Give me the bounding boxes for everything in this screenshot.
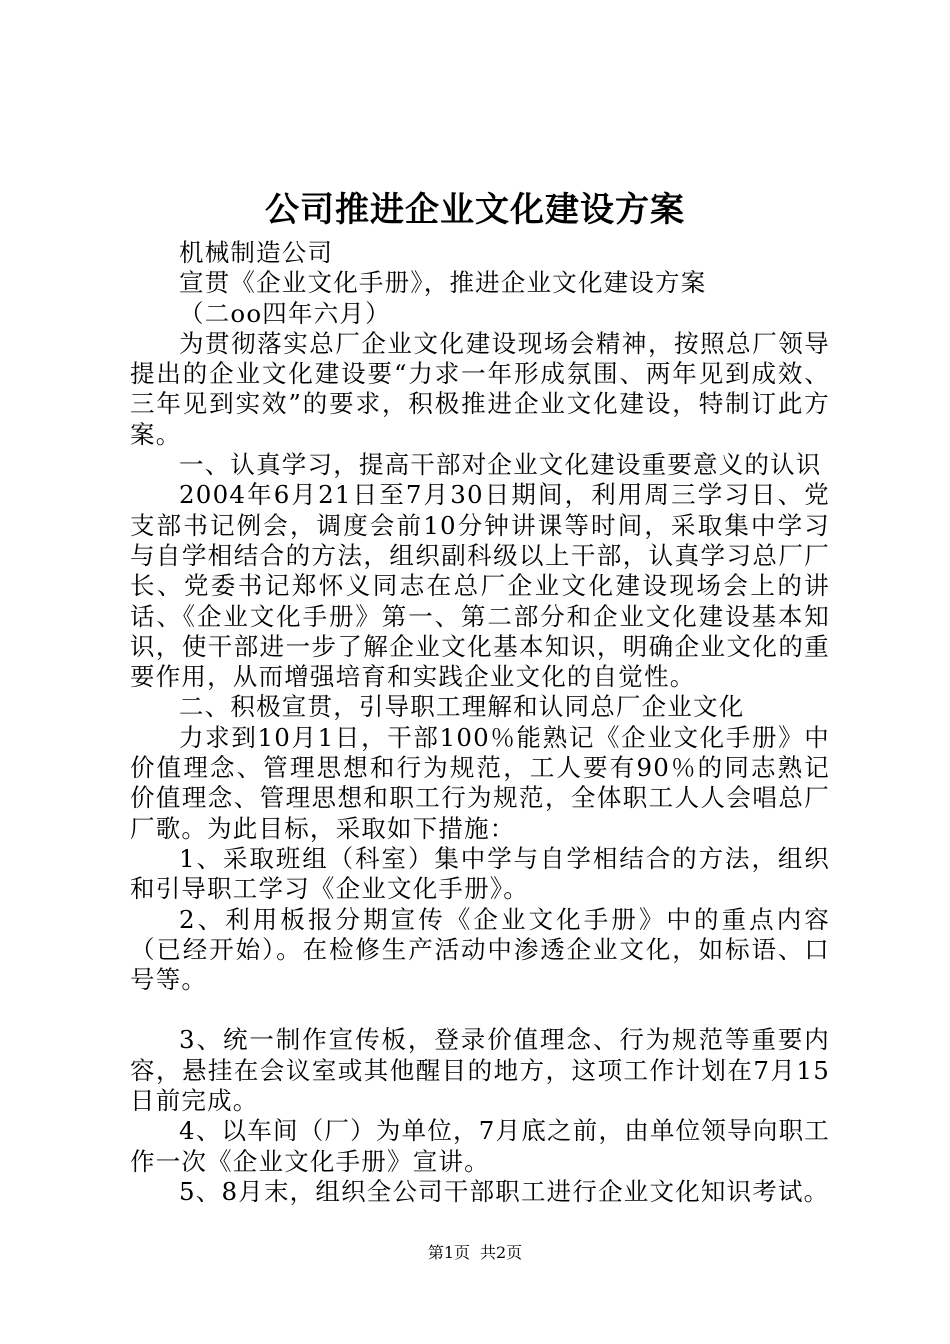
- document-body: [130, 238, 830, 1207]
- plan-date: （二oo四年六月）: [179, 298, 391, 328]
- page-number: 第1页: [427, 1243, 470, 1262]
- section-1-paragraph: 2004年6月21日至7月30日期间，利用周三学习日、党支部书记例会，调度会前10分钟讲课等时间，采取集中学习与自学相结合的方法，组织副科级以上干部，认真学习总厂厂长、党委书记郑怀义同志在总厂企业文化建设现场会上的讲话、《企业文化手册》第一、第二部分和企业文化建设基本知识，使干部进一步了解企业文化基本知识，明确企业文化的重要作用，从而增强培育和实践企业文化的自觉性。: [130, 480, 830, 692]
- measure-item-3: 3、统一制作宣传板，登录价值理念、行为规范等重要内容，悬挂在会议室或其他醒目的地方，这项工作计划在7月15日前完成。: [130, 1025, 830, 1116]
- section-heading-2: 二、积极宣贯，引导职工理解和认同总厂企业文化: [179, 692, 745, 722]
- section-2-paragraph: 力求到10月1日，干部100％能熟记《企业文化手册》中价值理念、管理思想和行为规范，工人要有90％的同志熟记价值理念、管理思想和职工行为规范，全体职工人人会唱总厂厂歌。为此目标，采取如下措施：: [130, 722, 830, 843]
- intro-paragraph: 为贯彻落实总厂企业文化建设现场会精神，按照总厂领导提出的企业文化建设要“力求一年形成氛围、两年见到成效、三年见到实效”的要求，积极推进企业文化建设，特制订此方案。: [130, 328, 830, 449]
- section-heading-1: 一、认真学习，提高干部对企业文化建设重要意义的认识: [179, 450, 822, 480]
- company-name: 机械制造公司: [179, 238, 334, 267]
- measure-item-4: 4、以车间（厂）为单位，7月底之前，由单位领导向职工作一次《企业文化手册》宣讲。: [130, 1116, 830, 1176]
- plan-subtitle: 宣贯《企业文化手册》，推进企业文化建设方案: [179, 268, 707, 298]
- measure-item-1: 1、采取班组（科室）集中学与自学相结合的方法，组织和引导职工学习《企业文化手册》。: [130, 843, 830, 904]
- measure-item-2: 2、利用板报分期宣传《企业文化手册》中的重点内容（已经开始）。在检修生产活动中渗透企业文化，如标语、口号等。: [130, 904, 830, 995]
- document-title: 公司推进企业文化建设方案: [265, 190, 685, 230]
- page-footer: [0, 1242, 950, 1264]
- page-total: 共2页: [480, 1243, 523, 1262]
- measure-item-5: 5、8月末，组织全公司干部职工进行企业文化知识考试。: [179, 1176, 830, 1206]
